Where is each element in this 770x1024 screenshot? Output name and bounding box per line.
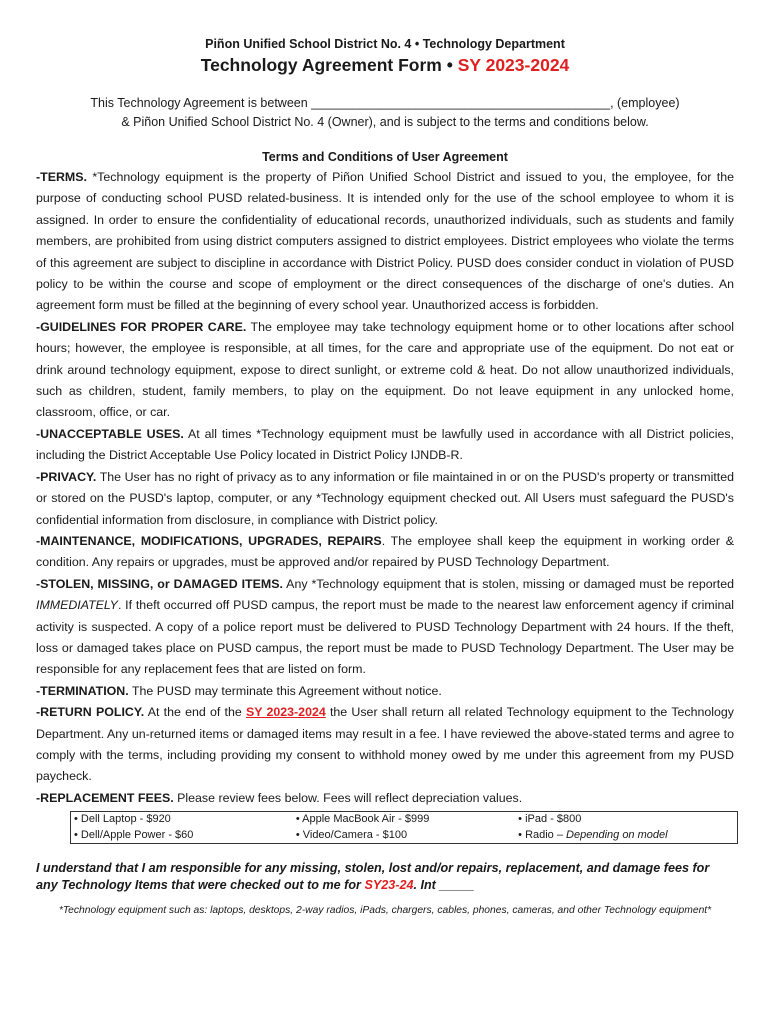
section-replacement-heading: -REPLACEMENT FEES. xyxy=(36,790,174,805)
section-replacement xyxy=(36,788,734,809)
section-return-body-after: the User shall return all related Technology equipment to the Technology Department. Any un-returned items or damaged items may result in a fee. I have reviewed the above-stated terms and agree to comply with the terms, including providing my consent to withhold money owed by me under this agreement from my PUSD paycheck. xyxy=(36,705,735,784)
fees-column-2 xyxy=(293,812,515,844)
fees-row xyxy=(71,812,738,844)
section-guidelines-body: The employee may take technology equipment home or to other locations after school hours; however, the employee is responsible, at all times, for the care and appropriate use of the equipment. Do not eat or drink around technology equipment, expose to direct sunlight, or extreme cold & heat. Do not allow unauthorized individuals, such as children, student, family members, to play on the equipment. Do not leave equipment in any unlocked home, classroom, office, or car. xyxy=(36,319,734,420)
section-maintenance-heading: -MAINTENANCE, MODIFICATIONS, UPGRADES, REPAIRS xyxy=(36,533,382,548)
fees-column-3 xyxy=(515,812,737,844)
acknowledgment-statement xyxy=(36,860,734,894)
section-stolen-heading: -STOLEN, MISSING, or DAMAGED ITEMS. xyxy=(36,576,283,591)
fee-item-radio-label: • Radio – xyxy=(518,828,567,841)
section-return xyxy=(36,702,734,788)
section-stolen-body-before: Any *Technology equipment that is stolen, missing or damaged must be reported xyxy=(282,576,735,591)
section-stolen xyxy=(36,574,734,681)
fee-item: • Dell/Apple Power - $60 xyxy=(74,828,194,841)
fee-item: • Video/Camera - $100 xyxy=(295,828,408,841)
section-replacement-body: Please review fees below. Fees will reflect depreciation values. xyxy=(173,790,523,805)
section-terms-heading: -TERMS. xyxy=(36,170,87,184)
district-header: Piñon Unified School District No. 4 • Technology Department xyxy=(205,37,565,51)
intro-line-2: & Piñon Unified School District No. 4 (Owner), and is subject to the terms and conditions below. xyxy=(121,115,649,129)
fees-column-1 xyxy=(71,812,293,844)
section-maintenance xyxy=(36,531,734,574)
acknowledgment-initials-field[interactable]: . Int _____ xyxy=(413,878,475,893)
section-return-school-year: SY 2023-2024 xyxy=(245,705,326,720)
section-termination xyxy=(36,681,734,702)
form-title-school-year: SY 2023-2024 xyxy=(457,55,570,75)
section-return-heading: -RETURN POLICY. xyxy=(36,705,145,720)
section-unacceptable xyxy=(36,424,734,467)
section-terms-body: *Technology equipment is the property of Piñon Unified School District and issued to you, the employee, for the purpose of conducting school PUSD related-business. It is intended only for the use of the school employee to whom it is assigned. In order to ensure the confidentiality of educational records, unauthorized individuals, such as students and family members, are prohibited from using district computers assigned to district employees. District employees who violate the terms of this agreement are subject to discipline in accordance with District Policy. PUSD does consider conduct in violation of PUSD policy to be within the course and scope of employment or the direct consequences of the discharge of one's duties. An agreement form must be filled at the beginning of every school year. Unauthorized access is forbidden. xyxy=(36,170,734,313)
section-privacy-heading: -PRIVACY. xyxy=(36,469,97,484)
section-stolen-body-after: . If theft occurred off PUSD campus, the report must be made to the nearest law enforcement agency if criminal activity is suspected. A copy of a police report must be delivered to PUSD Technology Department with 24 hours. If the theft, loss or damaged takes place on PUSD campus, the report must be made to PUSD Technology Department. The User may be responsible for any replacement fees that are listed on form. xyxy=(36,598,734,677)
section-stolen-emphasis: IMMEDIATELY xyxy=(36,598,118,613)
section-maintenance-body: . The employee shall keep the equipment in working order & condition. Any repairs or upgrades, must be approved and/or repaired by PUSD Technology Department. xyxy=(36,533,734,570)
equipment-footnote: *Technology equipment such as: laptops, desktops, 2-way radios, iPads, chargers, cables, phones, cameras, and other Technology equipment* xyxy=(58,905,712,917)
section-return-body-before: At the end of the xyxy=(144,705,246,720)
section-guidelines-heading: -GUIDELINES FOR PROPER CARE. xyxy=(36,319,247,334)
section-unacceptable-heading: -UNACCEPTABLE USES. xyxy=(36,426,184,441)
acknowledgment-text-before: I understand that I am responsible for any missing, stolen, lost and/or repairs, replacement, and damage fees for any Technology Items that were checked out to me for xyxy=(36,861,710,893)
section-guidelines xyxy=(36,317,734,424)
fee-item: • iPad - $800 xyxy=(518,813,582,826)
section-privacy-body: The User has no right of privacy as to any information or file maintained in or on the PUSD's property or transmitted or stored on the PUSD's laptop, computer, or any *Technology equipment checked out. All Users must safeguard the PUSD's confidential information from disclosure, in compliance with District policy. xyxy=(36,469,734,527)
form-title-text: Technology Agreement Form • xyxy=(200,55,458,75)
intro-paragraph xyxy=(36,94,734,132)
section-privacy xyxy=(36,467,734,531)
terms-sections xyxy=(36,167,734,809)
acknowledgment-school-year: SY23-24 xyxy=(364,878,414,893)
fee-item-radio-note: Depending on model xyxy=(566,828,668,841)
intro-line-1: This Technology Agreement is between ___________________________________________, (employee) xyxy=(90,96,680,110)
section-unacceptable-body: At all times *Technology equipment must be lawfully used in accordance with all District policies, including the District Acceptable Use Policy located in District Policy IJNDB-R. xyxy=(36,426,734,463)
replacement-fees-table xyxy=(70,811,738,844)
section-termination-heading: -TERMINATION. xyxy=(36,683,129,698)
section-terms xyxy=(36,167,734,317)
section-termination-body: The PUSD may terminate this Agreement without notice. xyxy=(128,683,442,698)
terms-heading: Terms and Conditions of User Agreement xyxy=(262,150,508,164)
form-title xyxy=(36,54,734,76)
fee-item: • Apple MacBook Air - $999 xyxy=(295,813,430,826)
fee-item xyxy=(518,828,737,844)
fee-item: • Dell Laptop - $920 xyxy=(74,813,171,826)
